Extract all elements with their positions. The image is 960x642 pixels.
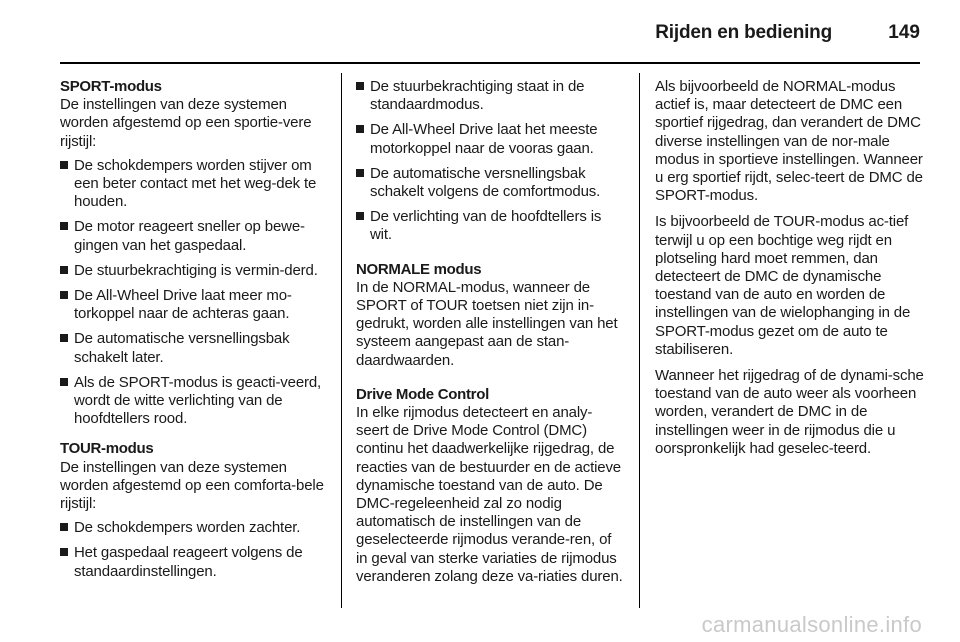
list-item: De All-Wheel Drive laat meer mo-torkoppel naar de achteras gaan. [60, 287, 332, 323]
paragraph: Als bijvoorbeeld de NORMAL-modus actief is, maar detecteert de DMC een sportief rijgedrag, dan verandert de DMC diverse instellingen van de nor-male modus in sportieve instellingen. Wanneer u erg sportief rijdt, selec-teert de DMC de SPORT-modus. [655, 78, 923, 205]
bullet-square-icon [60, 222, 68, 230]
bullet-square-icon [356, 82, 364, 90]
tour-list-continued [356, 78, 624, 245]
bullet-square-icon [60, 523, 68, 531]
list-item: De All-Wheel Drive laat het meeste motorkoppel naar de vooras gaan. [356, 121, 624, 157]
list-item: De motor reageert sneller op bewe-gingen van het gaspedaal. [60, 218, 332, 254]
watermark: carmanualsonline.info [701, 612, 922, 637]
list-item: De stuurbekrachtiging is vermin-derd. [60, 262, 332, 280]
bullet-square-icon [356, 169, 364, 177]
column-3 [655, 78, 925, 466]
normal-section [356, 261, 624, 370]
bullet-square-icon [60, 334, 68, 342]
paragraph: Is bijvoorbeeld de TOUR-modus ac-tief terwijl u op een bochtige weg rijdt en plotseling hard moet remmen, dan detecteert de DMC de dynamische toestand van de auto en worden de instellingen van de wielophanging in de SPORT-modus gezet om de auto te stabiliseren. [655, 213, 911, 358]
bullet-square-icon [60, 161, 68, 169]
list-item: Het gaspedaal reageert volgens de standaardinstellingen. [60, 544, 332, 580]
column-divider-left [341, 73, 342, 608]
list-item: De schokdempers worden stijver om een beter contact met het weg-dek te houden. [60, 157, 332, 212]
sport-list [60, 157, 332, 429]
page-number: 149 [888, 22, 920, 43]
list-item: De verlichting van de hoofdtellers is wit. [356, 208, 624, 244]
dmc-text: In elke rijmodus detecteert en analy-seert de Drive Mode Control (DMC) continu het daadwerkelijke rijgedrag, de reacties van de bestuurder en de actieve dynamische toestand van de auto. De DMC-regeleenheid zal zo nodig automatisch de instellingen van de geselecteerde rijmodus verande-ren, of in geval van sterke variaties de rijmodus veranderen zolang deze va-riaties duren. [356, 404, 623, 585]
bullet-square-icon [60, 266, 68, 274]
tour-heading: TOUR-modus [60, 440, 154, 458]
bullet-square-icon [356, 125, 364, 133]
dmc-section [356, 386, 624, 586]
list-item: De stuurbekrachtiging staat in de standaardmodus. [356, 78, 624, 114]
bullet-square-icon [60, 291, 68, 299]
sport-heading: SPORT-modus [60, 78, 162, 95]
normal-heading: NORMALE modus [356, 260, 482, 278]
dmc-heading: Drive Mode Control [356, 385, 489, 403]
bullet-square-icon [356, 212, 364, 220]
column-divider-right [639, 73, 640, 608]
tour-intro: De instellingen van deze systemen worden afgestemd op een comforta-bele rijstijl: [60, 458, 324, 513]
sport-intro: De instellingen van deze systemen worden afgestemd op een sportie-vere rijstijl: [60, 96, 312, 150]
bullet-square-icon [60, 378, 68, 386]
list-item: De schokdempers worden zachter. [60, 519, 332, 537]
tour-section [60, 440, 332, 580]
paragraph: Wanneer het rijgedrag of de dynami-sche toestand van de auto weer als voorheen worden, verandert de DMC in de instellingen weer in de rijmodus die u oorspronkelijk had geselec-teerd. [655, 367, 924, 457]
sport-section [60, 78, 332, 428]
normal-text: In de NORMAL-modus, wanneer de SPORT of TOUR toetsen niet zijn in-gedrukt, worden alle instellingen van het systeem aangepast aan de stan-daardwaarden. [356, 278, 618, 369]
list-item: De automatische versnellingsbak schakelt later. [60, 330, 332, 366]
list-item: Als de SPORT-modus is geacti-veerd, wordt de witte verlichting van de hoofdtellers rood. [60, 374, 332, 429]
column-2 [356, 78, 624, 598]
page-header [60, 0, 920, 64]
column-1 [60, 78, 332, 593]
list-item: De automatische versnellingsbak schakelt volgens de comfortmodus. [356, 165, 624, 201]
tour-list [60, 519, 332, 581]
bullet-square-icon [60, 548, 68, 556]
section-title: Rijden en bediening [655, 22, 832, 43]
